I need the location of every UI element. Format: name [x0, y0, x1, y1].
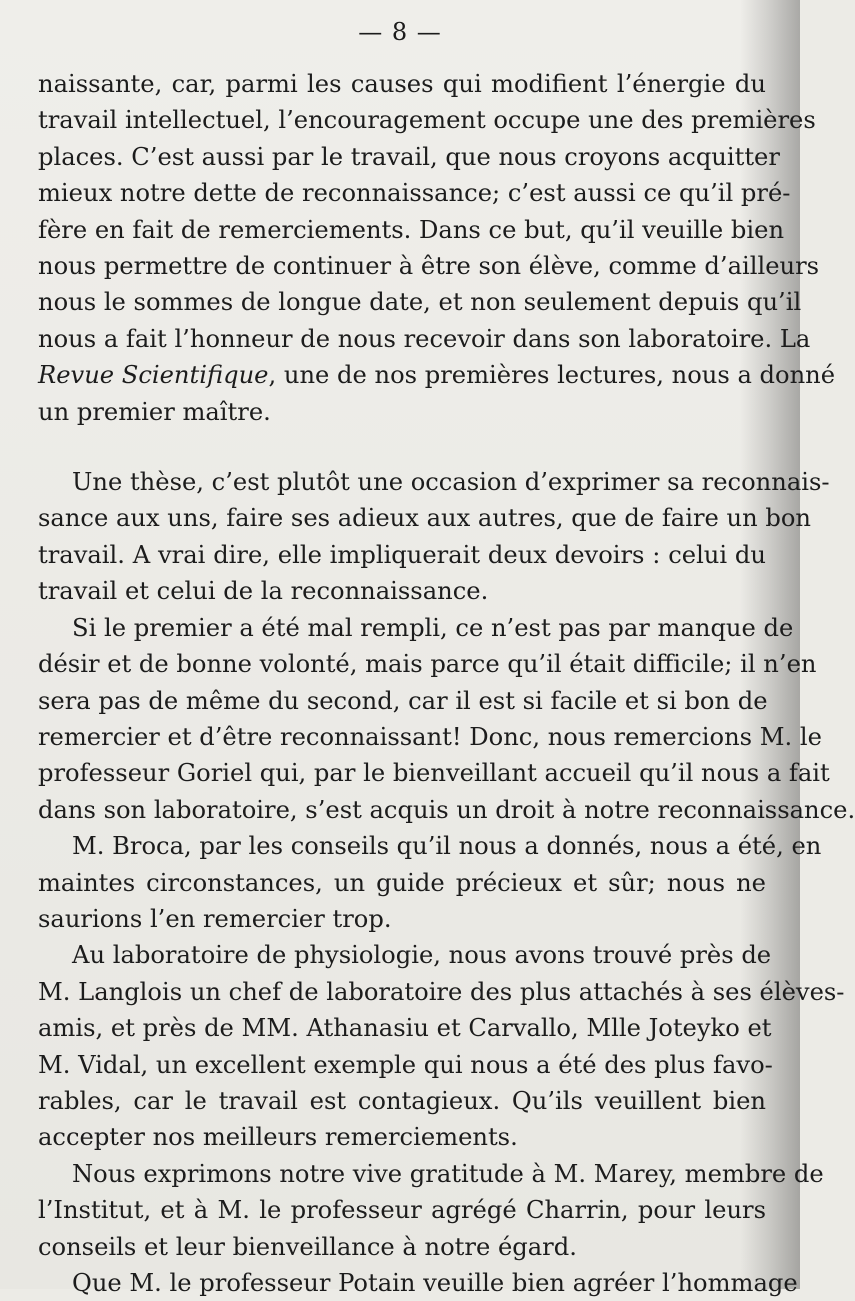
text-line: fère en fait de remerciements. Dans ce but, qu’il veuille bien [38, 215, 785, 244]
paragraph [38, 66, 836, 430]
text-fragment: , une de nos premières lectures, nous a donné [268, 361, 836, 390]
text-line: un premier maître. [38, 397, 271, 426]
text-line: travail. A vrai dire, elle impliquerait deux devoirs : celui du [38, 540, 766, 569]
text-line [38, 357, 836, 393]
text-line: Si le premier a été mal rempli, ce n’est pas par manque de [72, 613, 794, 642]
paragraph [38, 828, 822, 937]
text-line: amis, et près de MM. Athanasiu et Carvallo, Mlle Joteyko et [38, 1014, 772, 1043]
text-line: Que M. le professeur Potain veuille bien agréer l’hommage [72, 1269, 798, 1297]
text-line: conseils et leur bienveillance à notre égard. [38, 1232, 577, 1261]
text-line: M. Vidal, un excellent exemple qui nous a été des plus favo- [38, 1050, 773, 1079]
page-body [38, 66, 855, 1301]
text-line: M. Langlois un chef de laboratoire des plus attachés à ses élèves- [38, 977, 845, 1006]
page-number: — 8 — [358, 18, 442, 46]
text-line: rables, car le travail est contagieux. Qu’ils veuillent bien [38, 1086, 766, 1115]
text-line: désir et de bonne volonté, mais parce qu’il était difficile; il n’en [38, 650, 817, 679]
paragraph [38, 1265, 798, 1301]
text-line: accepter nos meilleurs remerciements. [38, 1123, 518, 1152]
text-line: naissante, car, parmi les causes qui modifient l’énergie du [38, 70, 766, 98]
text-line: travail intellectuel, l’encouragement occupe une des premières [38, 106, 816, 135]
paragraph [38, 1156, 824, 1265]
text-line: maintes circonstances, un guide précieux et sûr; nous ne [38, 868, 766, 897]
text-line: l’Institut, et à M. le professeur agrégé Charrin, pour leurs [38, 1196, 766, 1225]
text-line: Au laboratoire de physiologie, nous avons trouvé près de [72, 941, 772, 970]
paragraph [38, 610, 855, 828]
text-line: places. C’est aussi par le travail, que nous croyons acquitter [38, 142, 780, 171]
text-line: dans son laboratoire, s’est acquis un droit à notre reconnaissance. [38, 795, 855, 824]
text-line: remercier et d’être reconnaissant! Donc, nous remercions M. le [38, 722, 822, 751]
text-line: mieux notre dette de reconnaissance; c’est aussi ce qu’il pré- [38, 179, 791, 208]
text-line: M. Broca, par les conseils qu’il nous a donnés, nous a été, en [72, 832, 822, 861]
paragraph [38, 464, 830, 610]
journal-title: Revue Scientifique [38, 361, 269, 390]
paragraph-gap [38, 430, 766, 464]
text-line: nous le sommes de longue date, et non seulement depuis qu’il [38, 288, 802, 317]
paragraph [38, 937, 845, 1155]
text-line: sance aux uns, faire ses adieux aux autres, que de faire un bon [38, 504, 811, 533]
text-line: nous a fait l’honneur de nous recevoir dans son laboratoire. La [38, 324, 811, 353]
text-line: Une thèse, c’est plutôt une occasion d’exprimer sa reconnais- [72, 468, 830, 497]
text-line: sera pas de même du second, car il est si facile et si bon de [38, 686, 768, 715]
text-line: saurions l’en remercier trop. [38, 904, 392, 933]
text-line: nous permettre de continuer à être son élève, comme d’ailleurs [38, 252, 820, 281]
text-line: professeur Goriel qui, par le bienveillant accueil qu’il nous a fait [38, 759, 830, 788]
text-line: travail et celui de la reconnaissance. [38, 577, 489, 606]
text-line: Nous exprimons notre vive gratitude à M. Marey, membre de [72, 1159, 824, 1188]
